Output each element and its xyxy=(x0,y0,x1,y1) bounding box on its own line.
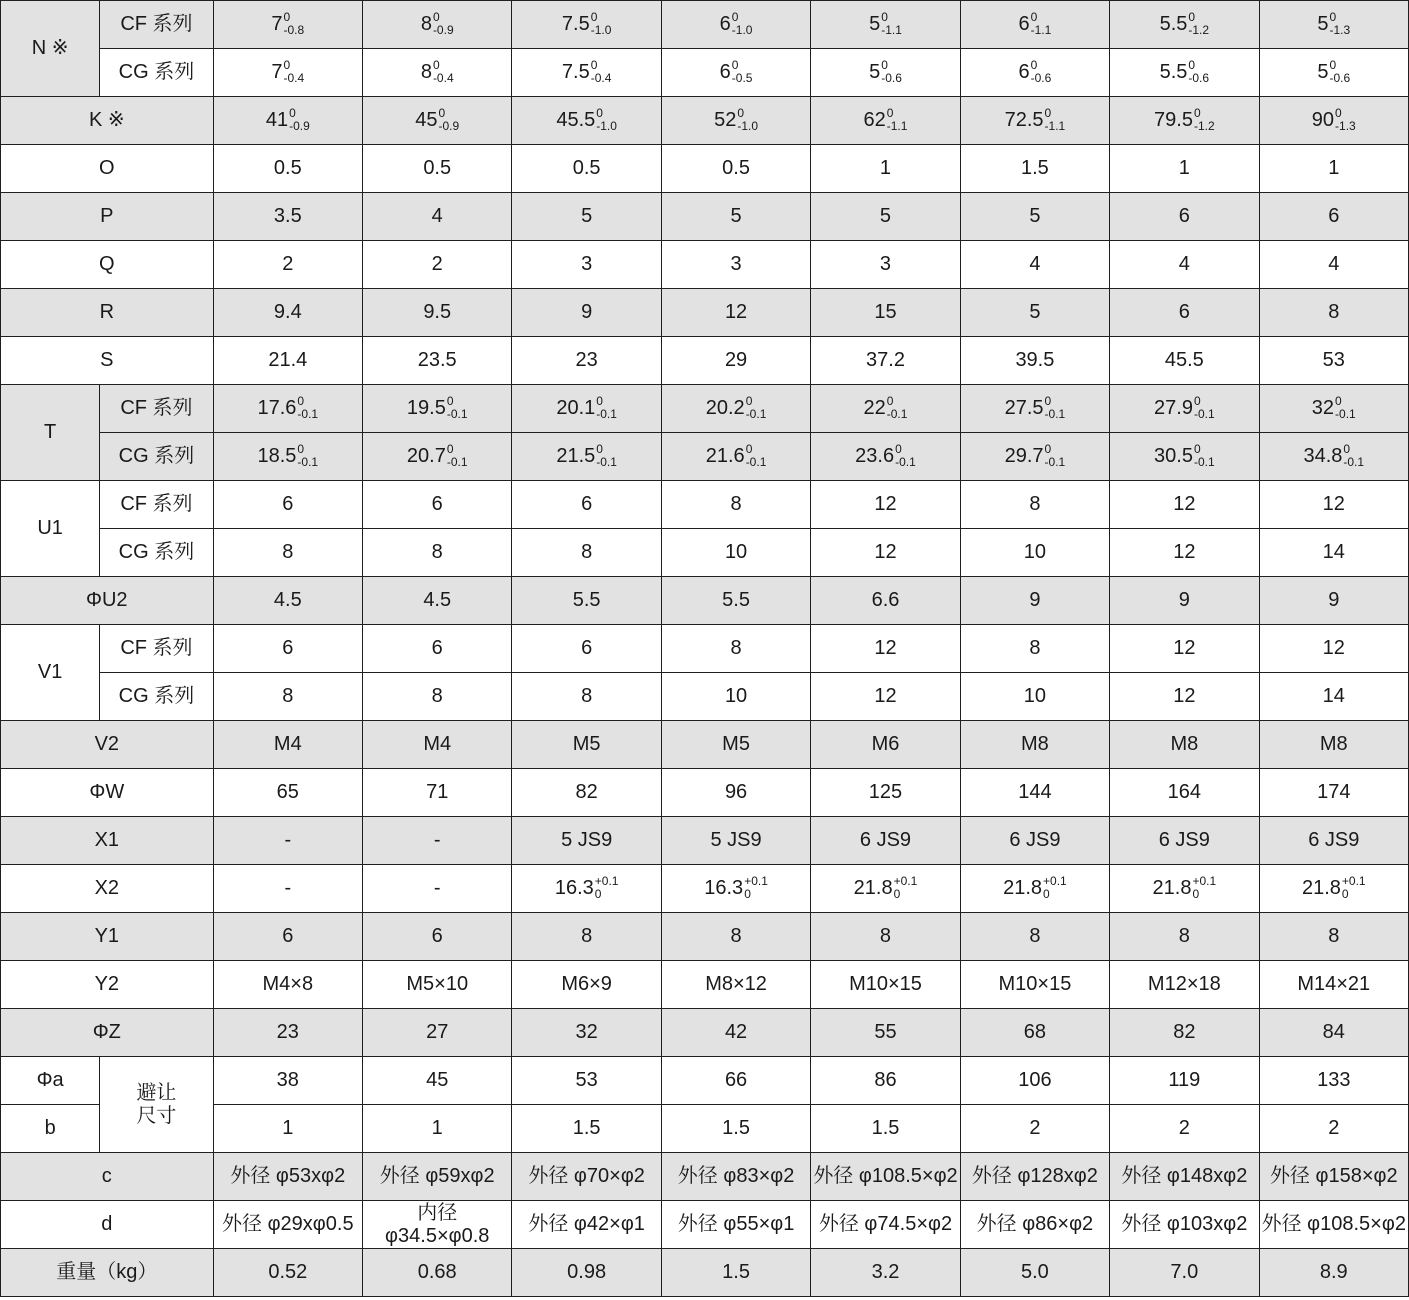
cell-y2-4: M8×12 xyxy=(661,961,810,1009)
cell-y2-3: M6×9 xyxy=(512,961,661,1009)
cell-x1-6: 6 JS9 xyxy=(960,817,1109,865)
table-row xyxy=(1,1249,1409,1297)
cell-v2-8: M8 xyxy=(1259,721,1408,769)
cell-n-cg-8: 5 0 -0.6 xyxy=(1259,49,1408,97)
cell-p-5: 5 xyxy=(811,193,960,241)
cell-x2-1: - xyxy=(213,865,362,913)
avoid-dimension-label: 避让 尺寸 xyxy=(100,1057,213,1153)
cell-u2-3: 5.5 xyxy=(512,577,661,625)
cell-n-cg-1: 7 0 -0.4 xyxy=(213,49,362,97)
cell-p-6: 5 xyxy=(960,193,1109,241)
cell-d-1: 外径 φ29xφ0.5 xyxy=(213,1201,362,1249)
cell-x1-1: - xyxy=(213,817,362,865)
row-label-x1: X1 xyxy=(1,817,214,865)
cell-b-5: 1.5 xyxy=(811,1105,960,1153)
cell-b-8: 2 xyxy=(1259,1105,1408,1153)
table-row xyxy=(1,769,1409,817)
cell-n-cf-3: 7.5 0 -1.0 xyxy=(512,1,661,49)
cell-x1-4: 5 JS9 xyxy=(661,817,810,865)
cell-c-8: 外径 φ158×φ2 xyxy=(1259,1153,1408,1201)
table-row xyxy=(1,625,1409,673)
cell-t-cf-3: 20.1 0 -0.1 xyxy=(512,385,661,433)
table-row xyxy=(1,721,1409,769)
cell-t-cg-2: 20.7 0 -0.1 xyxy=(363,433,512,481)
table-row xyxy=(1,673,1409,721)
cell-z-3: 32 xyxy=(512,1009,661,1057)
cell-t-cg-1: 18.5 0 -0.1 xyxy=(213,433,362,481)
cell-v1-cg-8: 14 xyxy=(1259,673,1408,721)
cell-u1-cf-6: 8 xyxy=(960,481,1109,529)
cell-n-cg-3: 7.5 0 -0.4 xyxy=(512,49,661,97)
cell-v1-cg-4: 10 xyxy=(661,673,810,721)
table-row xyxy=(1,145,1409,193)
cell-z-2: 27 xyxy=(363,1009,512,1057)
cell-weight-1: 0.52 xyxy=(213,1249,362,1297)
cell-n-cf-5: 5 0 -1.1 xyxy=(811,1,960,49)
cell-s-5: 37.2 xyxy=(811,337,960,385)
cell-w-7: 164 xyxy=(1110,769,1259,817)
cell-c-1: 外径 φ53xφ2 xyxy=(213,1153,362,1201)
cell-u2-2: 4.5 xyxy=(363,577,512,625)
cell-q-2: 2 xyxy=(363,241,512,289)
cell-t-cg-5: 23.6 0 -0.1 xyxy=(811,433,960,481)
cell-o-8: 1 xyxy=(1259,145,1408,193)
cell-n-cf-8: 5 0 -1.3 xyxy=(1259,1,1408,49)
cell-p-8: 6 xyxy=(1259,193,1408,241)
table-row xyxy=(1,913,1409,961)
cell-c-4: 外径 φ83×φ2 xyxy=(661,1153,810,1201)
cell-a-7: 119 xyxy=(1110,1057,1259,1105)
table-row xyxy=(1,1201,1409,1249)
cell-o-6: 1.5 xyxy=(960,145,1109,193)
cell-x2-2: - xyxy=(363,865,512,913)
row-series-label-v1-cg: CG 系列 xyxy=(100,673,213,721)
table-row xyxy=(1,529,1409,577)
cell-u2-8: 9 xyxy=(1259,577,1408,625)
cell-r-4: 12 xyxy=(661,289,810,337)
cell-r-3: 9 xyxy=(512,289,661,337)
table-row xyxy=(1,337,1409,385)
cell-q-8: 4 xyxy=(1259,241,1408,289)
cell-o-7: 1 xyxy=(1110,145,1259,193)
row-label-s: S xyxy=(1,337,214,385)
cell-r-5: 15 xyxy=(811,289,960,337)
cell-c-7: 外径 φ148xφ2 xyxy=(1110,1153,1259,1201)
row-label-weight: 重量（kg） xyxy=(1,1249,214,1297)
cell-c-3: 外径 φ70×φ2 xyxy=(512,1153,661,1201)
cell-z-4: 42 xyxy=(661,1009,810,1057)
cell-n-cf-6: 6 0 -1.1 xyxy=(960,1,1109,49)
cell-s-8: 53 xyxy=(1259,337,1408,385)
cell-v1-cg-1: 8 xyxy=(213,673,362,721)
cell-b-1: 1 xyxy=(213,1105,362,1153)
cell-y1-5: 8 xyxy=(811,913,960,961)
cell-a-2: 45 xyxy=(363,1057,512,1105)
row-label-k: K ※ xyxy=(1,97,214,145)
cell-q-6: 4 xyxy=(960,241,1109,289)
cell-y1-1: 6 xyxy=(213,913,362,961)
cell-x2-4: 16.3 +0.1 0 xyxy=(661,865,810,913)
cell-t-cg-4: 21.6 0 -0.1 xyxy=(661,433,810,481)
table-row xyxy=(1,241,1409,289)
cell-z-5: 55 xyxy=(811,1009,960,1057)
cell-v1-cg-5: 12 xyxy=(811,673,960,721)
cell-v1-cf-6: 8 xyxy=(960,625,1109,673)
cell-k-4: 52 0 -1.0 xyxy=(661,97,810,145)
cell-a-3: 53 xyxy=(512,1057,661,1105)
cell-p-3: 5 xyxy=(512,193,661,241)
cell-u1-cf-7: 12 xyxy=(1110,481,1259,529)
table-row xyxy=(1,1009,1409,1057)
cell-d-8: 外径 φ108.5×φ2 xyxy=(1259,1201,1408,1249)
cell-q-3: 3 xyxy=(512,241,661,289)
row-series-label-v1-cf: CF 系列 xyxy=(100,625,213,673)
cell-k-1: 41 0 -0.9 xyxy=(213,97,362,145)
cell-t-cf-6: 27.5 0 -0.1 xyxy=(960,385,1109,433)
row-label-o: O xyxy=(1,145,214,193)
row-label-p: P xyxy=(1,193,214,241)
cell-k-8: 90 0 -1.3 xyxy=(1259,97,1408,145)
cell-u1-cf-5: 12 xyxy=(811,481,960,529)
cell-d-3: 外径 φ42×φ1 xyxy=(512,1201,661,1249)
row-label-y2: Y2 xyxy=(1,961,214,1009)
cell-u1-cf-4: 8 xyxy=(661,481,810,529)
cell-n-cf-7: 5.5 0 -1.2 xyxy=(1110,1,1259,49)
row-label-u2: ΦU2 xyxy=(1,577,214,625)
cell-c-5: 外径 φ108.5×φ2 xyxy=(811,1153,960,1201)
cell-a-6: 106 xyxy=(960,1057,1109,1105)
cell-w-3: 82 xyxy=(512,769,661,817)
cell-w-2: 71 xyxy=(363,769,512,817)
cell-p-7: 6 xyxy=(1110,193,1259,241)
table-body xyxy=(1,1,1409,1297)
cell-n-cf-4: 6 0 -1.0 xyxy=(661,1,810,49)
table-row xyxy=(1,385,1409,433)
table-row xyxy=(1,97,1409,145)
cell-k-7: 79.5 0 -1.2 xyxy=(1110,97,1259,145)
table-row xyxy=(1,817,1409,865)
cell-v1-cg-7: 12 xyxy=(1110,673,1259,721)
row-group-label-v1-cf: V1 xyxy=(1,625,100,721)
cell-y2-5: M10×15 xyxy=(811,961,960,1009)
cell-x2-3: 16.3 +0.1 0 xyxy=(512,865,661,913)
cell-weight-2: 0.68 xyxy=(363,1249,512,1297)
cell-v1-cf-8: 12 xyxy=(1259,625,1408,673)
cell-v2-7: M8 xyxy=(1110,721,1259,769)
cell-z-7: 82 xyxy=(1110,1009,1259,1057)
row-label-z: ΦZ xyxy=(1,1009,214,1057)
cell-o-5: 1 xyxy=(811,145,960,193)
row-group-label-u1-cf: U1 xyxy=(1,481,100,577)
cell-b-7: 2 xyxy=(1110,1105,1259,1153)
cell-x1-8: 6 JS9 xyxy=(1259,817,1408,865)
cell-a-1: 38 xyxy=(213,1057,362,1105)
cell-d-6: 外径 φ86×φ2 xyxy=(960,1201,1109,1249)
cell-s-2: 23.5 xyxy=(363,337,512,385)
cell-v1-cg-6: 10 xyxy=(960,673,1109,721)
cell-b-6: 2 xyxy=(960,1105,1109,1153)
cell-q-4: 3 xyxy=(661,241,810,289)
cell-k-6: 72.5 0 -1.1 xyxy=(960,97,1109,145)
cell-x2-5: 21.8 +0.1 0 xyxy=(811,865,960,913)
cell-weight-4: 1.5 xyxy=(661,1249,810,1297)
cell-t-cf-4: 20.2 0 -0.1 xyxy=(661,385,810,433)
table-row xyxy=(1,577,1409,625)
cell-o-2: 0.5 xyxy=(363,145,512,193)
row-label-y1: Y1 xyxy=(1,913,214,961)
cell-n-cg-2: 8 0 -0.4 xyxy=(363,49,512,97)
table-row xyxy=(1,481,1409,529)
table-row xyxy=(1,1153,1409,1201)
row-label-w: ΦW xyxy=(1,769,214,817)
cell-n-cf-1: 7 0 -0.8 xyxy=(213,1,362,49)
row-series-label-n-cf: CF 系列 xyxy=(100,1,213,49)
cell-t-cg-3: 21.5 0 -0.1 xyxy=(512,433,661,481)
cell-s-4: 29 xyxy=(661,337,810,385)
cell-b-3: 1.5 xyxy=(512,1105,661,1153)
cell-c-2: 外径 φ59xφ2 xyxy=(363,1153,512,1201)
row-series-label-t-cg: CG 系列 xyxy=(100,433,213,481)
cell-v2-3: M5 xyxy=(512,721,661,769)
cell-y2-8: M14×21 xyxy=(1259,961,1408,1009)
cell-t-cg-7: 30.5 0 -0.1 xyxy=(1110,433,1259,481)
cell-d-5: 外径 φ74.5×φ2 xyxy=(811,1201,960,1249)
cell-y1-6: 8 xyxy=(960,913,1109,961)
row-label-c: c xyxy=(1,1153,214,1201)
cell-v1-cf-1: 6 xyxy=(213,625,362,673)
cell-u1-cg-2: 8 xyxy=(363,529,512,577)
cell-y1-4: 8 xyxy=(661,913,810,961)
cell-w-6: 144 xyxy=(960,769,1109,817)
cell-x2-6: 21.8 +0.1 0 xyxy=(960,865,1109,913)
cell-u1-cf-1: 6 xyxy=(213,481,362,529)
cell-u2-7: 9 xyxy=(1110,577,1259,625)
cell-q-7: 4 xyxy=(1110,241,1259,289)
cell-t-cf-1: 17.6 0 -0.1 xyxy=(213,385,362,433)
cell-o-3: 0.5 xyxy=(512,145,661,193)
cell-t-cf-7: 27.9 0 -0.1 xyxy=(1110,385,1259,433)
cell-v2-1: M4 xyxy=(213,721,362,769)
cell-x1-7: 6 JS9 xyxy=(1110,817,1259,865)
cell-y2-6: M10×15 xyxy=(960,961,1109,1009)
cell-p-4: 5 xyxy=(661,193,810,241)
row-label-x2: X2 xyxy=(1,865,214,913)
cell-a-5: 86 xyxy=(811,1057,960,1105)
cell-r-7: 6 xyxy=(1110,289,1259,337)
row-label-v2: V2 xyxy=(1,721,214,769)
cell-p-2: 4 xyxy=(363,193,512,241)
cell-v2-4: M5 xyxy=(661,721,810,769)
cell-weight-6: 5.0 xyxy=(960,1249,1109,1297)
cell-r-6: 5 xyxy=(960,289,1109,337)
cell-k-5: 62 0 -1.1 xyxy=(811,97,960,145)
row-label-r: R xyxy=(1,289,214,337)
cell-z-8: 84 xyxy=(1259,1009,1408,1057)
cell-n-cg-4: 6 0 -0.5 xyxy=(661,49,810,97)
cell-u1-cf-3: 6 xyxy=(512,481,661,529)
cell-v1-cf-2: 6 xyxy=(363,625,512,673)
row-group-label-t-cf: T xyxy=(1,385,100,481)
cell-s-3: 23 xyxy=(512,337,661,385)
cell-q-5: 3 xyxy=(811,241,960,289)
table-row xyxy=(1,49,1409,97)
cell-x1-2: - xyxy=(363,817,512,865)
table-row xyxy=(1,193,1409,241)
cell-a-8: 133 xyxy=(1259,1057,1408,1105)
cell-y2-2: M5×10 xyxy=(363,961,512,1009)
cell-u2-5: 6.6 xyxy=(811,577,960,625)
cell-x2-7: 21.8 +0.1 0 xyxy=(1110,865,1259,913)
cell-t-cf-8: 32 0 -0.1 xyxy=(1259,385,1408,433)
cell-u2-6: 9 xyxy=(960,577,1109,625)
cell-u1-cg-3: 8 xyxy=(512,529,661,577)
table-row xyxy=(1,865,1409,913)
table-row xyxy=(1,1,1409,49)
cell-u1-cg-4: 10 xyxy=(661,529,810,577)
cell-p-1: 3.5 xyxy=(213,193,362,241)
row-label-b: b xyxy=(1,1105,100,1153)
cell-b-4: 1.5 xyxy=(661,1105,810,1153)
cell-t-cf-2: 19.5 0 -0.1 xyxy=(363,385,512,433)
cell-k-3: 45.5 0 -1.0 xyxy=(512,97,661,145)
cell-o-1: 0.5 xyxy=(213,145,362,193)
cell-v2-2: M4 xyxy=(363,721,512,769)
cell-v1-cg-2: 8 xyxy=(363,673,512,721)
cell-u1-cg-7: 12 xyxy=(1110,529,1259,577)
cell-weight-3: 0.98 xyxy=(512,1249,661,1297)
cell-y1-7: 8 xyxy=(1110,913,1259,961)
cell-t-cg-8: 34.8 0 -0.1 xyxy=(1259,433,1408,481)
row-series-label-u1-cf: CF 系列 xyxy=(100,481,213,529)
cell-w-1: 65 xyxy=(213,769,362,817)
row-label-q: Q xyxy=(1,241,214,289)
cell-v1-cf-4: 8 xyxy=(661,625,810,673)
cell-s-6: 39.5 xyxy=(960,337,1109,385)
cell-q-1: 2 xyxy=(213,241,362,289)
cell-u1-cg-5: 12 xyxy=(811,529,960,577)
cell-v1-cf-3: 6 xyxy=(512,625,661,673)
row-series-label-u1-cg: CG 系列 xyxy=(100,529,213,577)
row-label-a: Φa xyxy=(1,1057,100,1105)
cell-n-cg-6: 6 0 -0.6 xyxy=(960,49,1109,97)
cell-n-cg-7: 5.5 0 -0.6 xyxy=(1110,49,1259,97)
cell-z-6: 68 xyxy=(960,1009,1109,1057)
cell-y2-1: M4×8 xyxy=(213,961,362,1009)
cell-u2-1: 4.5 xyxy=(213,577,362,625)
cell-x2-8: 21.8 +0.1 0 xyxy=(1259,865,1408,913)
cell-v1-cg-3: 8 xyxy=(512,673,661,721)
cell-weight-8: 8.9 xyxy=(1259,1249,1408,1297)
cell-k-2: 45 0 -0.9 xyxy=(363,97,512,145)
cell-u1-cg-6: 10 xyxy=(960,529,1109,577)
cell-u2-4: 5.5 xyxy=(661,577,810,625)
cell-r-8: 8 xyxy=(1259,289,1408,337)
cell-v2-6: M8 xyxy=(960,721,1109,769)
cell-u1-cg-1: 8 xyxy=(213,529,362,577)
cell-v1-cf-5: 12 xyxy=(811,625,960,673)
cell-s-7: 45.5 xyxy=(1110,337,1259,385)
cell-weight-7: 7.0 xyxy=(1110,1249,1259,1297)
cell-d-7: 外径 φ103xφ2 xyxy=(1110,1201,1259,1249)
cell-y2-7: M12×18 xyxy=(1110,961,1259,1009)
cell-w-4: 96 xyxy=(661,769,810,817)
cell-c-6: 外径 φ128xφ2 xyxy=(960,1153,1109,1201)
cell-z-1: 23 xyxy=(213,1009,362,1057)
cell-d-4: 外径 φ55×φ1 xyxy=(661,1201,810,1249)
table-row xyxy=(1,433,1409,481)
cell-s-1: 21.4 xyxy=(213,337,362,385)
cell-w-5: 125 xyxy=(811,769,960,817)
cell-r-2: 9.5 xyxy=(363,289,512,337)
table-row xyxy=(1,1057,1409,1105)
cell-o-4: 0.5 xyxy=(661,145,810,193)
cell-u1-cg-8: 14 xyxy=(1259,529,1408,577)
cell-t-cf-5: 22 0 -0.1 xyxy=(811,385,960,433)
row-series-label-t-cf: CF 系列 xyxy=(100,385,213,433)
cell-a-4: 66 xyxy=(661,1057,810,1105)
cell-w-8: 174 xyxy=(1259,769,1408,817)
row-series-label-n-cg: CG 系列 xyxy=(100,49,213,97)
cell-b-2: 1 xyxy=(363,1105,512,1153)
table-row xyxy=(1,961,1409,1009)
cell-u1-cf-2: 6 xyxy=(363,481,512,529)
cell-r-1: 9.4 xyxy=(213,289,362,337)
cell-y1-8: 8 xyxy=(1259,913,1408,961)
cell-y1-3: 8 xyxy=(512,913,661,961)
cell-d-2: 内径 φ34.5×φ0.8 xyxy=(363,1201,512,1249)
cell-u1-cf-8: 12 xyxy=(1259,481,1408,529)
row-label-d: d xyxy=(1,1201,214,1249)
cell-v2-5: M6 xyxy=(811,721,960,769)
cell-n-cg-5: 5 0 -0.6 xyxy=(811,49,960,97)
table-row xyxy=(1,289,1409,337)
cell-n-cf-2: 8 0 -0.9 xyxy=(363,1,512,49)
cell-x1-3: 5 JS9 xyxy=(512,817,661,865)
cell-y1-2: 6 xyxy=(363,913,512,961)
row-group-label-n-cf: N ※ xyxy=(1,1,100,97)
cell-weight-5: 3.2 xyxy=(811,1249,960,1297)
cell-v1-cf-7: 12 xyxy=(1110,625,1259,673)
cell-t-cg-6: 29.7 0 -0.1 xyxy=(960,433,1109,481)
cell-x1-5: 6 JS9 xyxy=(811,817,960,865)
